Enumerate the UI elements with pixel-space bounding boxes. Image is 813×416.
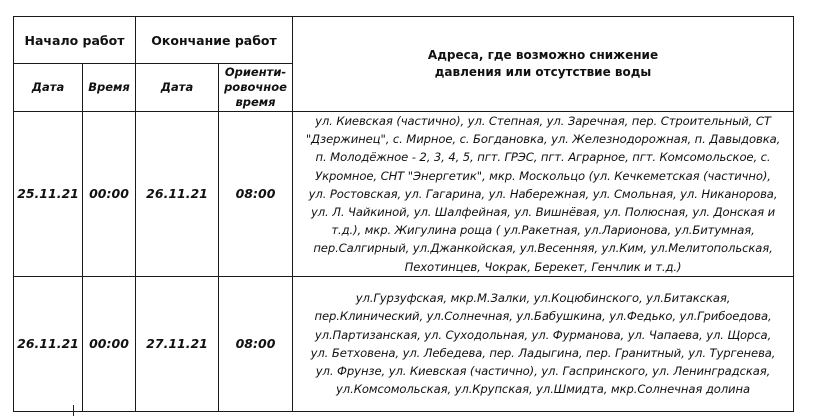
table-row <box>14 276 794 411</box>
start-date-header: Дата <box>14 64 83 112</box>
address-line: ул. Л. Чайкиной, ул. Шалфейная, ул. Вишнёвая, ул. Полюсная, ул. Донская и <box>310 205 776 220</box>
address-line: ул. Бетховена, ул. Лебедева, пер. Ладыгина, пер. Гранитный, ул. Тургенева, <box>310 345 776 360</box>
address-line: ул.Гурзуфская, мкр.М.Залки, ул.Коцюбинского, ул.Битакская, <box>355 291 731 306</box>
end-group-header: Окончание работ <box>136 17 293 64</box>
addresses-cell <box>293 112 794 277</box>
start-date-cell: 26.11.21 <box>14 276 83 411</box>
table-row <box>14 112 794 277</box>
address-line: ул.Партизанская, ул. Суходольная, ул. Фурманова, ул. Чапаева, ул. Щорса, <box>314 327 772 342</box>
address-line: т.д.), мкр. Жигулина роща ( ул.Ракетная, ул.Ларионова, ул.Битумная, <box>331 223 755 238</box>
address-line: пер.Салгирный, ул.Джанкойская, ул.Весенняя, ул.Ким, ул.Мелитопольская, <box>313 241 773 256</box>
address-line: Укромное, СНТ "Энергетик", мкр. Москольцо (ул. Кечкеметская (частично), <box>315 168 771 183</box>
addresses-header-line2: давления или отсутствие воды <box>434 65 652 79</box>
end-date-cell: 27.11.21 <box>136 276 219 411</box>
start-date-cell: 25.11.21 <box>14 112 83 277</box>
end-time-cell: 08:00 <box>219 112 293 277</box>
start-time-cell: 00:00 <box>83 112 136 277</box>
end-time-header-line2: ровочное <box>224 80 287 94</box>
header-row-groups <box>14 17 794 64</box>
addresses-header-line1: Адреса, где возможно снижение <box>427 48 659 62</box>
start-time-cell: 00:00 <box>83 276 136 411</box>
end-date-cell: 26.11.21 <box>136 112 219 277</box>
text-cursor-mark <box>73 405 74 416</box>
address-line: пер.Клинический, ул.Солнечная, ул.Бабушкина, ул.Федько, ул.Грибоедова, <box>314 309 772 324</box>
end-time-header-line1: Ориенти- <box>224 65 287 79</box>
end-time-header-line3: время <box>235 95 276 109</box>
address-line: Пехотинцев, Чокрак, Берекет, Генчлик и т.д.) <box>404 259 682 274</box>
address-line: ул. Киевская (частично), ул. Степная, ул. Заречная, пер. Строительный, СТ <box>315 114 771 128</box>
start-time-header: Время <box>83 64 136 112</box>
outage-schedule-table <box>13 16 794 412</box>
start-group-header: Начало работ <box>14 17 136 64</box>
end-time-header <box>219 64 293 112</box>
addresses-cell <box>293 276 794 411</box>
address-line: ул.Комсомольская, ул.Крупская, ул.Шмидта, мкр.Солнечная долина <box>336 382 750 397</box>
addresses-header <box>293 17 794 112</box>
address-line: "Дзержинец", с. Мирное, с. Богдановка, ул. Железнодорожная, п. Давыдовка, <box>305 132 781 147</box>
address-line: ул. Ростовская, ул. Гагарина, ул. Набережная, ул. Смольная, ул. Никанорова, <box>308 186 778 201</box>
end-date-header: Дата <box>136 64 219 112</box>
address-line: п. Молодёжное - 2, 3, 4, 5, пгт. ГРЭС, пгт. Аграрное, пгт. Комсомольское, с. <box>315 150 771 165</box>
address-line: ул. Фрунзе, ул. Киевская (частично), ул. Гаспринского, ул. Ленинградская, <box>315 364 771 379</box>
end-time-cell: 08:00 <box>219 276 293 411</box>
